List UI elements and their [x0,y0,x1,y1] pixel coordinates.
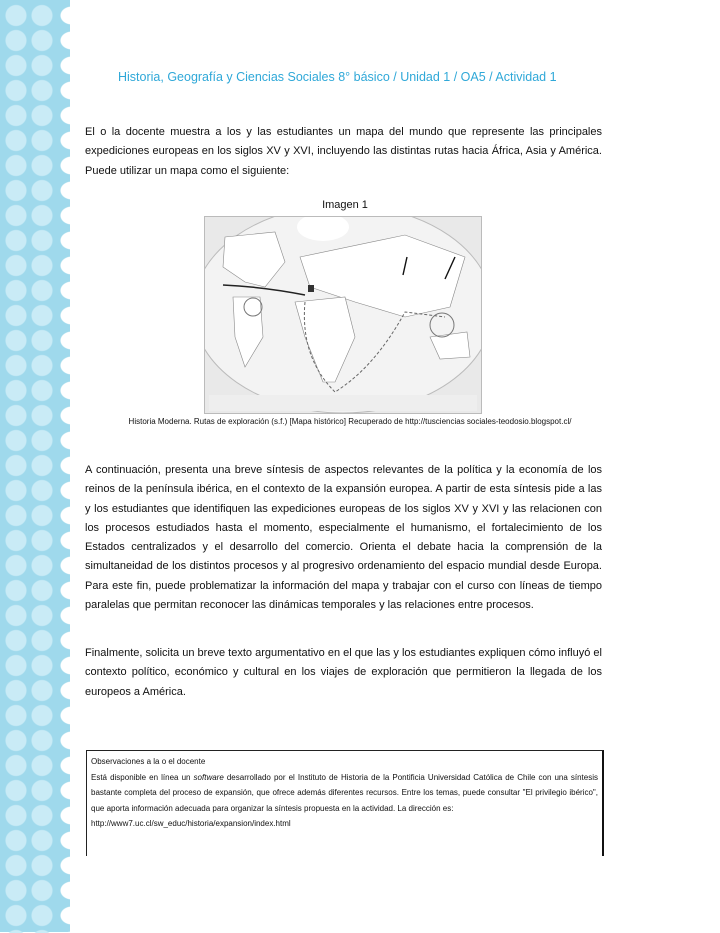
observations-link[interactable]: http://www7.uc.cl/sw_educ/historia/expansion/index.html [91,819,291,828]
synthesis-paragraph: A continuación, presenta una breve síntesis de aspectos relevantes de la política y la economía de los reinos de la península ibérica, en el contexto de la expansión europea. A partir de esta síntesis pide a las y los estudiantes que identifiquen las expediciones europeas de los siglos XV y XVI y las relacionen con los procesos estudiados hasta el momento, especialmente el humanismo, el fortalecimiento de los Estados centralizados y el desarrollo del comercio. Orienta el debate hacia la comprensión de la simultaneidad de los distintos procesos y al progresivo ordenamiento del espacio mundial desde Europa. Para este fin, puede problematizar la información del mapa y trabajar con el curso con líneas de tiempo paralelas que permitan reconocer las dinámicas temporales y las relaciones entre procesos. [85,464,602,612]
figure-credit: Historia Moderna. Rutas de exploración (s.f.) [Mapa histórico] Recuperado de http://tusciencias sociales-teodosio.blogspot.cl/ [128,417,572,426]
teacher-observations-box [86,750,604,856]
decorative-side-stripe [0,0,70,932]
figure-title: Imagen 1 [322,199,368,211]
final-paragraph: Finalmente, solicita un breve texto argumentativo en el que las y los estudiantes expliquen cómo influyó el contexto político, económico y cultural en los viajes de exploración que permitieron la llegada de los europeos a América. [85,647,602,698]
observations-text-italic: software [193,772,224,782]
observations-text-start: Está disponible en línea un [91,772,194,782]
observations-text [91,770,598,817]
page-header: Historia, Geografía y Ciencias Sociales 8° básico / Unidad 1 / OA5 / Actividad 1 [118,70,557,84]
observations-text-end: desarrollado por el Instituto de Historia de la Pontificia Universidad Católica de Chile con una síntesis bastante completa del proceso de expansión, que ofrece además diferentes recursos. Entre los temas, puede consultar "El privilegio ibérico", que aporta información adecuada para organizar la síntesis propuesta en la actividad. La dirección es: [91,772,599,813]
stripe-tiles [3,3,55,933]
exploration-routes-map [204,216,482,414]
stripe-notches [56,3,72,933]
observations-title: Observaciones a la o el docente [91,757,206,766]
intro-paragraph: El o la docente muestra a los y las estudiantes un mapa del mundo que represente las principales expediciones europeas en los siglos XV y XVI, incluyendo las distintas rutas hacia África, Asia y América. Puede utilizar un mapa como el siguiente: [85,126,602,177]
